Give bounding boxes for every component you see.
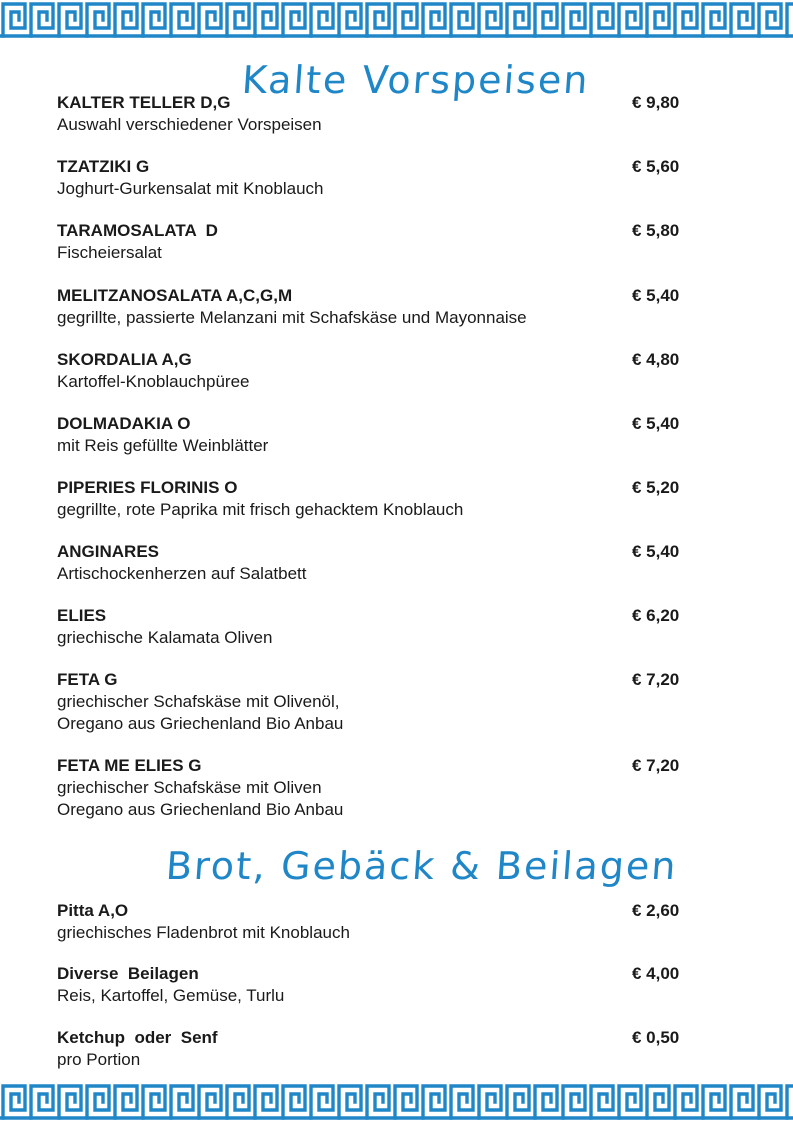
item-description: griechischer Schafskäse mit Olivenöl, <box>57 692 340 711</box>
item-description: Kartoffel-Knoblauchpüree <box>57 372 250 391</box>
item-name: DOLMADAKIA O <box>57 414 191 433</box>
menu-item <box>57 755 697 821</box>
menu-item <box>57 541 697 585</box>
item-name: KALTER TELLER D,G <box>57 93 231 112</box>
item-description: Fischeiersalat <box>57 243 162 262</box>
item-name: Diverse Beilagen <box>57 964 199 983</box>
menu-item <box>57 220 697 264</box>
menu-item <box>57 1027 697 1071</box>
item-description: Reis, Kartoffel, Gemüse, Turlu <box>57 986 285 1005</box>
item-description: griechische Kalamata Oliven <box>57 628 273 647</box>
item-price: € 4,80 <box>632 350 680 369</box>
item-name: ANGINARES <box>57 542 160 561</box>
item-price: € 5,40 <box>632 542 680 561</box>
item-description: griechischer Schafskäse mit Oliven <box>57 778 322 797</box>
item-price: € 5,40 <box>632 286 680 305</box>
menu-item <box>57 413 697 457</box>
item-price: € 7,20 <box>632 756 680 775</box>
item-name: Ketchup oder Senf <box>57 1028 218 1047</box>
menu-item <box>57 285 697 329</box>
item-price: € 2,60 <box>632 901 680 920</box>
item-description: mit Reis gefüllte Weinblätter <box>57 436 269 455</box>
item-price: € 0,50 <box>632 1028 680 1047</box>
item-name: ELIES <box>57 606 107 625</box>
item-description: gegrillte, passierte Melanzani mit Schafskäse und Mayonnaise <box>57 308 527 327</box>
menu-item <box>57 605 697 649</box>
section-title-kalte-vorspeisen: Kalte Vorspeisen <box>240 58 592 102</box>
item-name: FETA ME ELIES G <box>57 756 202 775</box>
item-description: Oregano aus Griechenland Bio Anbau <box>57 714 344 733</box>
item-price: € 5,60 <box>632 157 680 176</box>
item-name: Pitta A,O <box>57 901 129 920</box>
item-name: FETA G <box>57 670 118 689</box>
item-price: € 6,20 <box>632 606 680 625</box>
menu-item <box>57 349 697 393</box>
menu-item <box>57 477 697 521</box>
greek-key-meander-icon <box>0 1082 793 1122</box>
item-description: Auswahl verschiedener Vorspeisen <box>57 115 322 134</box>
item-price: € 9,80 <box>632 93 680 112</box>
item-name: PIPERIES FLORINIS O <box>57 478 238 497</box>
item-name: SKORDALIA A,G <box>57 350 192 369</box>
item-name: TARAMOSALATA D <box>57 221 218 240</box>
item-description: Oregano aus Griechenland Bio Anbau <box>57 800 344 819</box>
item-name: MELITZANOSALATA A,C,G,M <box>57 286 293 305</box>
menu-item <box>57 92 697 136</box>
item-price: € 5,80 <box>632 221 680 240</box>
menu-item <box>57 900 697 944</box>
item-name: TZATZIKI G <box>57 157 150 176</box>
greek-key-border-bottom <box>0 1082 793 1122</box>
item-price: € 4,00 <box>632 964 680 983</box>
menu-item <box>57 156 697 200</box>
greek-key-border-top <box>0 0 793 40</box>
item-price: € 5,20 <box>632 478 680 497</box>
item-description: griechisches Fladenbrot mit Knoblauch <box>57 923 350 942</box>
menu-item <box>57 669 697 735</box>
item-description: Artischockenherzen auf Salatbett <box>57 564 307 583</box>
item-description: gegrillte, rote Paprika mit frisch gehacktem Knoblauch <box>57 500 464 519</box>
item-price: € 7,20 <box>632 670 680 689</box>
menu-item <box>57 963 697 1007</box>
greek-key-meander-icon <box>0 0 793 40</box>
section-title-brot-gebaeck-beilagen: Brot, Gebäck & Beilagen <box>164 844 680 888</box>
item-description: pro Portion <box>57 1050 141 1069</box>
item-description: Joghurt-Gurkensalat mit Knoblauch <box>57 179 324 198</box>
item-price: € 5,40 <box>632 414 680 433</box>
